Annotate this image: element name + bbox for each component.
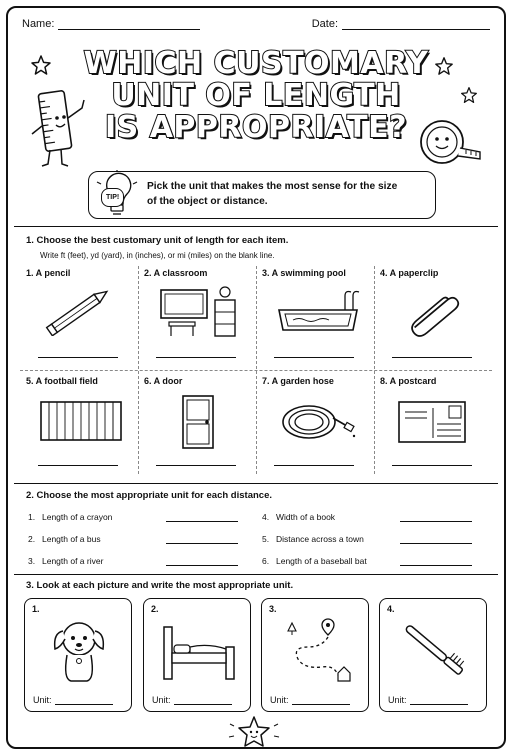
puppy-icon [41,617,117,687]
star-icon [434,56,454,76]
door-icon [157,394,237,450]
answer-blank[interactable] [174,696,232,705]
answer-blank[interactable] [166,535,238,544]
answer-blank[interactable] [392,357,472,358]
picture-card-bed [143,598,251,712]
star-mascot-icon [226,714,282,752]
item-garden-hose [256,370,374,478]
distance-item [28,534,238,544]
answer-blank[interactable] [166,513,238,522]
picture-card-toothbrush [379,598,487,712]
bed-icon [160,617,240,687]
item-label: 7. A garden hose [262,376,334,386]
section-1-instructions: Write ft (feet), yd (yard), in (inches), or mi (miles) on the blank line. [40,251,275,260]
picture-number: 4. [387,604,395,614]
distance-number: 6. [262,556,270,566]
distance-text: Length of a bus [42,534,101,544]
answer-blank[interactable] [274,357,354,358]
section-divider [14,574,498,575]
answer-blank[interactable] [410,696,468,705]
section-1-heading: 1. Choose the best customary unit of length for each item. [26,235,289,246]
date-label: Date: [311,18,338,30]
tip-box [88,171,436,219]
picture-number: 2. [151,604,159,614]
pencil-icon [39,286,119,336]
date-blank[interactable] [342,18,490,30]
item-pencil [20,262,138,370]
paperclip-icon [393,286,473,338]
picture-number: 1. [32,604,40,614]
distance-number: 4. [262,512,270,522]
distance-item [262,512,472,522]
distance-item [28,556,238,566]
distance-item [28,512,238,522]
distance-item [262,534,472,544]
answer-blank[interactable] [400,513,472,522]
title-line-3: IS APPROPRIATE? [104,110,407,145]
ruler-character-icon [28,88,94,172]
item-swimming-pool [256,262,374,370]
distance-text: Width of a book [276,512,336,522]
toothbrush-icon [396,617,476,687]
title-line-1: WHICH CUSTOMARY [83,46,429,81]
items-grid [20,262,492,478]
picture-card-puppy [24,598,132,712]
distance-number: 2. [28,534,36,544]
item-classroom [138,262,256,370]
name-blank[interactable] [58,18,200,30]
distance-text: Length of a baseball bat [276,556,367,566]
name-date-bar [22,18,490,30]
tip-text-line-1: Pick the unit that makes the most sense for the size [147,181,398,192]
item-football-field [20,370,138,478]
answer-blank[interactable] [156,465,236,466]
answer-blank[interactable] [400,557,472,566]
map-icon [278,617,358,687]
answer-blank[interactable] [55,696,113,705]
answer-blank[interactable] [392,465,472,466]
item-door [138,370,256,478]
answer-blank[interactable] [38,465,118,466]
item-label: 5. A football field [26,376,98,386]
star-icon [460,86,478,104]
tip-badge: TIP! [101,188,124,207]
answer-blank[interactable] [166,557,238,566]
unit-label: Unit: [270,695,289,705]
section-3-heading: 3. Look at each picture and write the most appropriate unit. [26,580,294,591]
answer-blank[interactable] [38,357,118,358]
unit-label: Unit: [33,695,52,705]
garden-hose-icon [275,394,365,450]
name-field [22,18,200,30]
item-label: 4. A paperclip [380,268,439,278]
item-label: 3. A swimming pool [262,268,346,278]
section-divider [14,483,498,484]
swimming-pool-icon [275,286,365,336]
tape-measure-icon [414,112,486,174]
unit-answer [270,695,350,705]
star-icon [30,54,52,76]
distance-text: Length of a river [42,556,104,566]
unit-answer [152,695,232,705]
unit-answer [33,695,113,705]
distance-number: 1. [28,512,36,522]
item-paperclip [374,262,492,370]
date-field [312,18,490,30]
name-label: Name: [22,18,55,30]
item-label: 1. A pencil [26,268,71,278]
item-label: 6. A door [144,376,183,386]
section-2-heading: 2. Choose the most appropriate unit for each distance. [26,490,272,501]
postcard-icon [393,394,473,446]
unit-answer [388,695,468,705]
item-postcard [374,370,492,478]
distance-text: Distance across a town [276,534,364,544]
item-label: 2. A classroom [144,268,208,278]
classroom-icon [157,286,241,338]
section-divider [14,226,498,227]
unit-label: Unit: [152,695,171,705]
distance-number: 5. [262,534,270,544]
distance-text: Length of a crayon [42,512,113,522]
football-field-icon [39,394,125,446]
answer-blank[interactable] [274,465,354,466]
answer-blank[interactable] [400,535,472,544]
title-line-2: UNIT OF LENGTH [111,78,401,113]
tip-text-line-2: of the object or distance. [147,196,268,207]
picture-number: 3. [269,604,277,614]
distance-item [262,556,472,566]
answer-blank[interactable] [156,357,236,358]
answer-blank[interactable] [292,696,350,705]
unit-label: Unit: [388,695,407,705]
item-label: 8. A postcard [380,376,437,386]
distance-number: 3. [28,556,36,566]
picture-card-map [261,598,369,712]
